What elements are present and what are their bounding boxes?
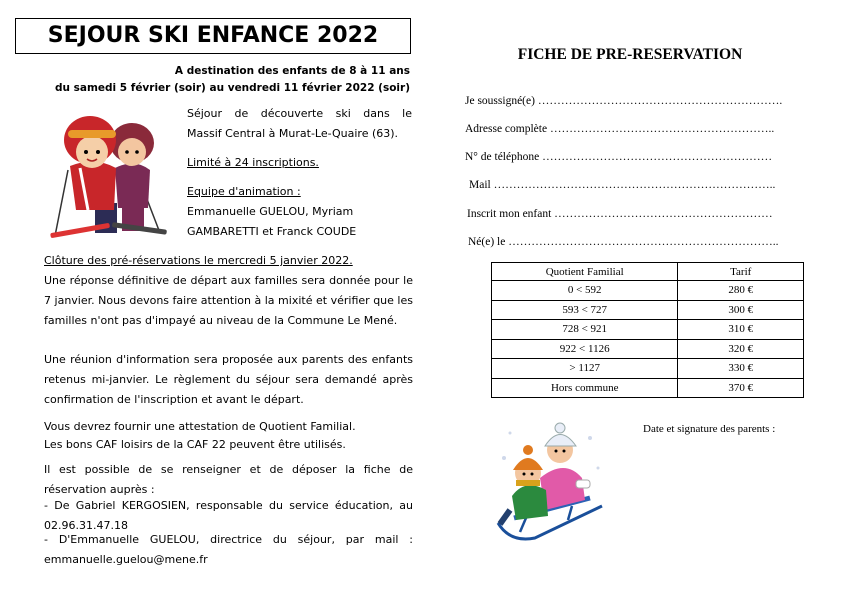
table-row: [492, 378, 804, 398]
table-row: [492, 300, 804, 320]
tarif-cell: 280 €: [678, 281, 804, 301]
field-naissance[interactable]: Né(e) le ……………………………………………………………..: [468, 236, 779, 248]
field-adresse[interactable]: Adresse complète …………………………………………………..: [465, 123, 775, 135]
quotient-cell: 922 < 1126: [492, 339, 678, 359]
subtitle-ages: A destination des enfants de 8 à 11 ans: [174, 65, 410, 77]
table-header-row: [492, 263, 804, 281]
field-mail[interactable]: Mail ………………………………………………………………..: [469, 179, 776, 191]
team-line1: Emmanuelle GUELOU, Myriam: [187, 205, 354, 218]
paragraph-meeting: Une réunion d'information sera proposée aux parents des enfants retenus mi-janvier. Le règlement du séjour sera demandé après confirmation de l'inscription et avant le départ.: [44, 353, 413, 406]
skiing-kids-illustration: [40, 108, 170, 243]
quotient-cell: Hors commune: [492, 378, 678, 398]
intro-line2: Massif Central à Murat-Le-Quaire (63).: [187, 127, 399, 140]
tarif-cell: 370 €: [678, 378, 804, 398]
tarif-cell: 300 €: [678, 300, 804, 320]
page-title: SEJOUR SKI ENFANCE 2022: [15, 18, 411, 54]
form-title: FICHE DE PRE-RESERVATION: [517, 46, 743, 63]
paragraph-qf-line2: Les bons CAF loisirs de la CAF 22 peuvent être utilisés.: [44, 438, 346, 451]
field-enfant[interactable]: Inscrit mon enfant …………………………………………………: [467, 208, 773, 220]
signature-label: Date et signature des parents :: [643, 423, 776, 435]
table-row: [492, 339, 804, 359]
quotient-cell: > 1127: [492, 359, 678, 379]
closing-date: Clôture des pré-réservations le mercredi 5 janvier 2022.: [44, 254, 353, 267]
table-row: [492, 281, 804, 301]
contact-gabriel: - De Gabriel KERGOSIEN, responsable du service éducation, au 02.96.31.47.18: [44, 499, 413, 532]
tarif-table: [491, 262, 804, 398]
limit-text: Limité à 24 inscriptions.: [187, 156, 319, 169]
header-quotient: Quotient Familial: [492, 263, 678, 281]
tarif-cell: 320 €: [678, 339, 804, 359]
table-row: [492, 359, 804, 379]
paragraph-response: Une réponse définitive de départ aux familles sera donnée pour le 7 janvier. Nous devons faire attention à la mixité et vérifier que les familles n'ont pas d'impayé au niveau de la Commune Le Mené.: [44, 274, 413, 327]
team-line2: GAMBARETTI et Franck COUDE: [187, 225, 357, 238]
intro-line1: Séjour de découverte ski dans le: [187, 107, 412, 120]
field-soussigne[interactable]: Je soussigné(e) ……………………………………………………….: [465, 95, 783, 107]
paragraph-contact-intro: Il est possible de se renseigner et de déposer la fiche de réservation auprès :: [44, 463, 413, 496]
subtitle-dates: du samedi 5 février (soir) au vendredi 11 février 2022 (soir): [54, 82, 410, 94]
quotient-cell: 0 < 592: [492, 281, 678, 301]
tarif-cell: 330 €: [678, 359, 804, 379]
tarif-cell: 310 €: [678, 320, 804, 340]
header-tarif: Tarif: [678, 263, 804, 281]
quotient-cell: 728 < 921: [492, 320, 678, 340]
contact-emmanuelle: - D'Emmanuelle GUELOU, directrice du séjour, par mail : emmanuelle.guelou@mene.fr: [44, 533, 413, 566]
table-row: [492, 320, 804, 340]
paragraph-qf-line1: Vous devrez fournir une attestation de Quotient Familial.: [44, 420, 356, 433]
sledding-kids-illustration: [490, 418, 610, 548]
team-heading: Equipe d'animation :: [187, 185, 301, 198]
field-telephone[interactable]: N° de téléphone ……………………………………………………: [465, 151, 773, 163]
quotient-cell: 593 < 727: [492, 300, 678, 320]
